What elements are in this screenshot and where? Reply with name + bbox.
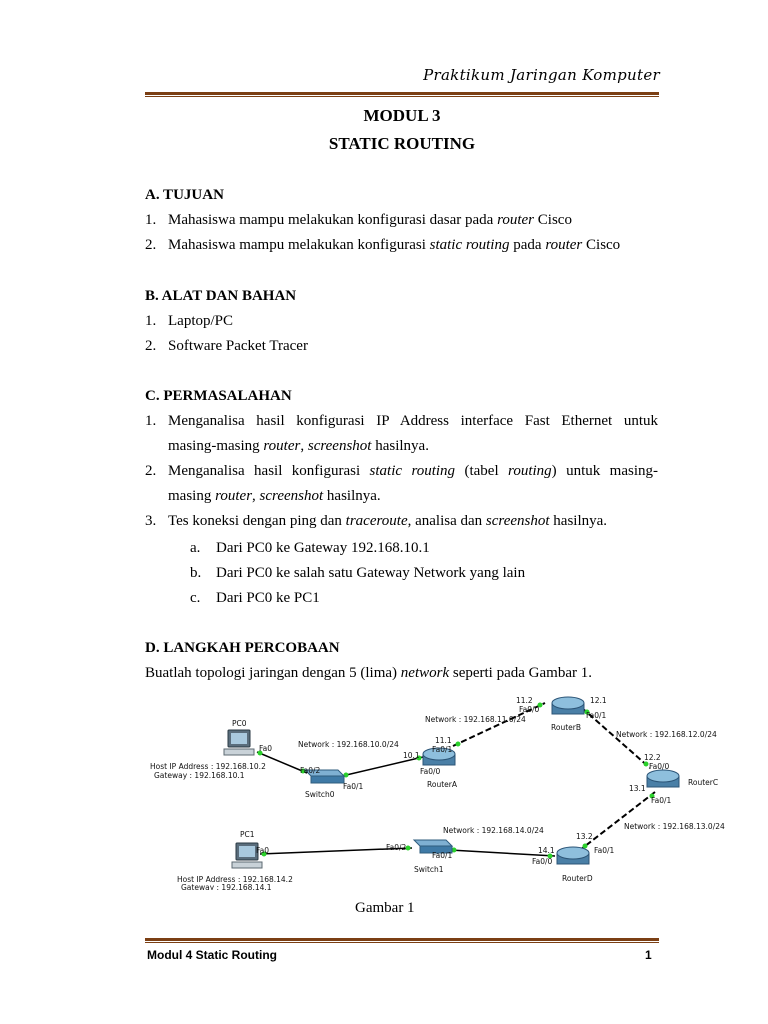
link-routerc-routerd [580,792,655,850]
header-rule-thin [145,96,659,97]
port-label: Fa0/1 [586,711,607,720]
port-label: Fa0/1 [432,745,453,754]
list-number: 1. [145,413,157,429]
section-d-heading: D. LANGKAH PERCOBAAN [145,640,340,656]
pc1-ip: Host IP Address : 192.168.14.2 [177,875,293,884]
list-number: 1. [145,313,157,329]
routerc-icon [647,770,679,787]
footer-rule [145,938,659,941]
port-label: Fa0/1 [651,796,672,805]
sub-list-letter: a. [190,540,201,556]
port-label: Fa0/0 [420,767,441,776]
list-item: Mahasiswa mampu melakukan konfigurasi static routing pada router Cisco [168,237,621,253]
port-label: Fa0/0 [532,857,553,866]
ip-label: 12.2 [644,753,661,762]
port-label: Fa0/0 [649,762,670,771]
port-label: Fa0 [259,744,272,753]
footer-rule-thin [145,942,659,943]
sub-list-item: Dari PC0 ke PC1 [216,590,320,606]
module-title: MODUL 3 [363,106,441,125]
network-13-label: Network : 192.168.13.0/24 [624,822,725,831]
network-11-label: Network : 192.168.11.0/24 [425,715,526,724]
port-label: Fa0/0 [519,705,540,714]
routerd-icon [557,847,589,864]
footer-title: Modul 4 Static Routing [147,948,277,962]
list-item: Software Packet Tracer [168,338,308,354]
port-label: Fa0/1 [432,851,453,860]
section-a-heading: A. TUJUAN [145,187,224,203]
ip-label: 13.1 [629,784,646,793]
section-b-heading: B. ALAT DAN BAHAN [145,288,297,304]
routera-label: RouterA [427,780,457,789]
header-title: Praktikum Jaringan Komputer [423,66,660,84]
ip-label: 10.1 [403,751,420,760]
page-number: 1 [645,948,652,962]
list-item: Mahasiswa mampu melakukan konfigurasi dasar pada router Cisco [168,212,572,228]
port-label: Fa0/1 [343,782,364,791]
ip-label: 11.2 [516,696,533,705]
ip-label: 11.1 [435,736,452,745]
pc0-label: PC0 [232,719,247,728]
routerc-label: RouterC [688,778,719,787]
pc0-ip: Host IP Address : 192.168.10.2 [150,762,266,771]
pc0-gateway: Gateway : 192.168.10.1 [154,771,245,780]
routerd-label: RouterD [562,874,593,883]
pc1-label: PC1 [240,830,255,839]
switch0-label: Switch0 [305,790,335,799]
routerb-label: RouterB [551,723,581,732]
list-number: 1. [145,212,157,228]
section-d-intro: Buatlah topologi jaringan dengan 5 (lima) network seperti pada Gambar 1. [145,665,592,681]
routerb-icon [552,697,584,714]
pc0-icon [224,730,254,755]
sub-list-item: Dari PC0 ke Gateway 192.168.10.1 [216,540,430,556]
switch1-label: Switch1 [414,865,444,874]
list-number: 2. [145,463,157,479]
header-rule [145,92,659,95]
port-label: Fa0 [256,846,269,855]
port-label: Fa0/1 [594,846,615,855]
ip-label: 12.1 [590,696,607,705]
list-item-line: Menganalisa hasil konfigurasi static routing (tabel routing) untuk masing- [168,463,658,479]
sub-list-item: Dari PC0 ke salah satu Gateway Network yang lain [216,565,526,581]
network-14-label: Network : 192.168.14.0/24 [443,826,544,835]
list-item: Laptop/PC [168,313,234,329]
list-item-line: Menganalisa hasil konfigurasi IP Address interface Fast Ethernet untuk [168,413,658,429]
network-10-label: Network : 192.168.10.0/24 [298,740,399,749]
ip-label: 14.1 [538,846,555,855]
ip-label: 13.2 [576,832,593,841]
sub-list-letter: c. [190,590,201,606]
list-item: Tes koneksi dengan ping dan traceroute, analisa dan screenshot hasilnya. [168,513,608,529]
list-item-line: masing-masing router, screenshot hasilnya. [168,438,429,454]
list-number: 2. [145,338,157,354]
port-label: Fa0/2 [386,843,407,852]
list-item-line: masing router, screenshot hasilnya. [168,488,381,504]
list-number: 3. [145,513,157,529]
network-topology-diagram [150,690,730,890]
figure-caption: Gambar 1 [355,900,415,916]
pc1-gateway: Gateway : 192.168.14.1 [181,883,272,890]
network-12-label: Network : 192.168.12.0/24 [616,730,717,739]
list-number: 2. [145,237,157,253]
port-label: Fa0/2 [300,766,321,775]
module-subtitle: STATIC ROUTING [328,134,476,153]
sub-list-letter: b. [190,565,202,581]
section-c-heading: C. PERMASALAHAN [145,388,292,404]
